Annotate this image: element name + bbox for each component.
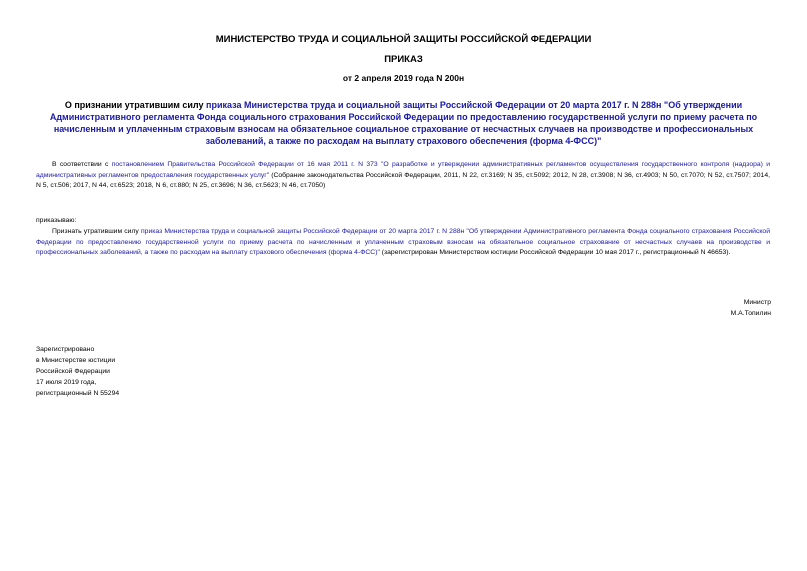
- registration-block: [36, 344, 119, 399]
- registration-line: в Министерстве юстиции: [36, 357, 116, 364]
- signature-block: [731, 297, 771, 319]
- preamble-paragraph: [36, 160, 770, 192]
- registration-line: 17 июля 2019 года,: [36, 379, 97, 386]
- resolution-link[interactable]: постановлением Правительства Российской Федерации от 16 мая 2011 г. N 373 "О разработке и утверждении административных регламентов осуществления государственного контроля (надзора) и административных регламентов предоставления государственных услуг": [36, 161, 771, 179]
- ministry-heading: МИНИСТЕРСТВО ТРУДА И СОЦИАЛЬНОЙ ЗАЩИТЫ РОССИЙСКОЙ ФЕДЕРАЦИИ: [215, 34, 592, 45]
- registration-line: Зарегистрировано: [36, 346, 95, 353]
- title-link[interactable]: приказа Министерства труда и социальной защиты Российской Федерации от 20 марта 2017 г. N 288н "Об утверждении Административного регламента Фонда социального страхования Российской Федерации по предоставлению государственной услуги по приему расчета по начисленным и уплаченным страховым взносам на обязательное социальное страхование от несчастных случаев на производстве и профессиональных заболеваний, а также по расходам на выплату страхового обеспечения (форма 4-ФСС)": [49, 100, 758, 146]
- operative-suffix: (зарегистрирован Министерством юстиции Российской Федерации 10 мая 2017 г., регистрационный N 46653).: [379, 249, 731, 257]
- doc-type-heading: ПРИКАЗ: [384, 54, 423, 65]
- title-prefix: О признании утратившим силу: [64, 100, 207, 110]
- date-number: от 2 апреля 2019 года N 200н: [342, 73, 465, 83]
- registration-line: Российской Федерации: [36, 368, 110, 375]
- operative-paragraph: [36, 227, 770, 259]
- signature-name: М.А.Топилин: [730, 310, 771, 317]
- order-288n-link[interactable]: приказ Министерства труда и социальной защиты Российской Федерации от 20 марта 2017 г. N 288н "Об утверждении Административного регламента Фонда социального страхования Российской Федерации по предоставлению государственной услуги по приему расчета по начисленным и уплаченным страховым взносам на обязательное социальное страхование от несчастных случаев на производстве и профессиональных заболеваний, а также по расходам на выплату страхового обеспечения (форма 4-ФСС)": [36, 228, 770, 257]
- document-title: [45, 99, 762, 147]
- operative-prefix: Признать утратившим силу: [52, 228, 141, 235]
- order-word: приказываю:: [36, 217, 77, 224]
- registration-line: регистрационный N 55294: [36, 390, 120, 397]
- preamble-suffix: (Собрание законодательства Российской Федерации, 2011, N 22, ст.3169; N 35, ст.5092; 2012, N 28, ст.3908; N 36, ст.4903; N 50, ст.7070; N 52, ст.7507; 2014, N 5, ст.506; 2017, N 44, ст.6523; 2018, N 6, ст.880; N 25, ст.3696; N 36, ст.5623; N 46, ст.7050): [36, 171, 770, 190]
- preamble-prefix: В соответствии с: [52, 161, 112, 168]
- signature-position: Министр: [743, 299, 771, 306]
